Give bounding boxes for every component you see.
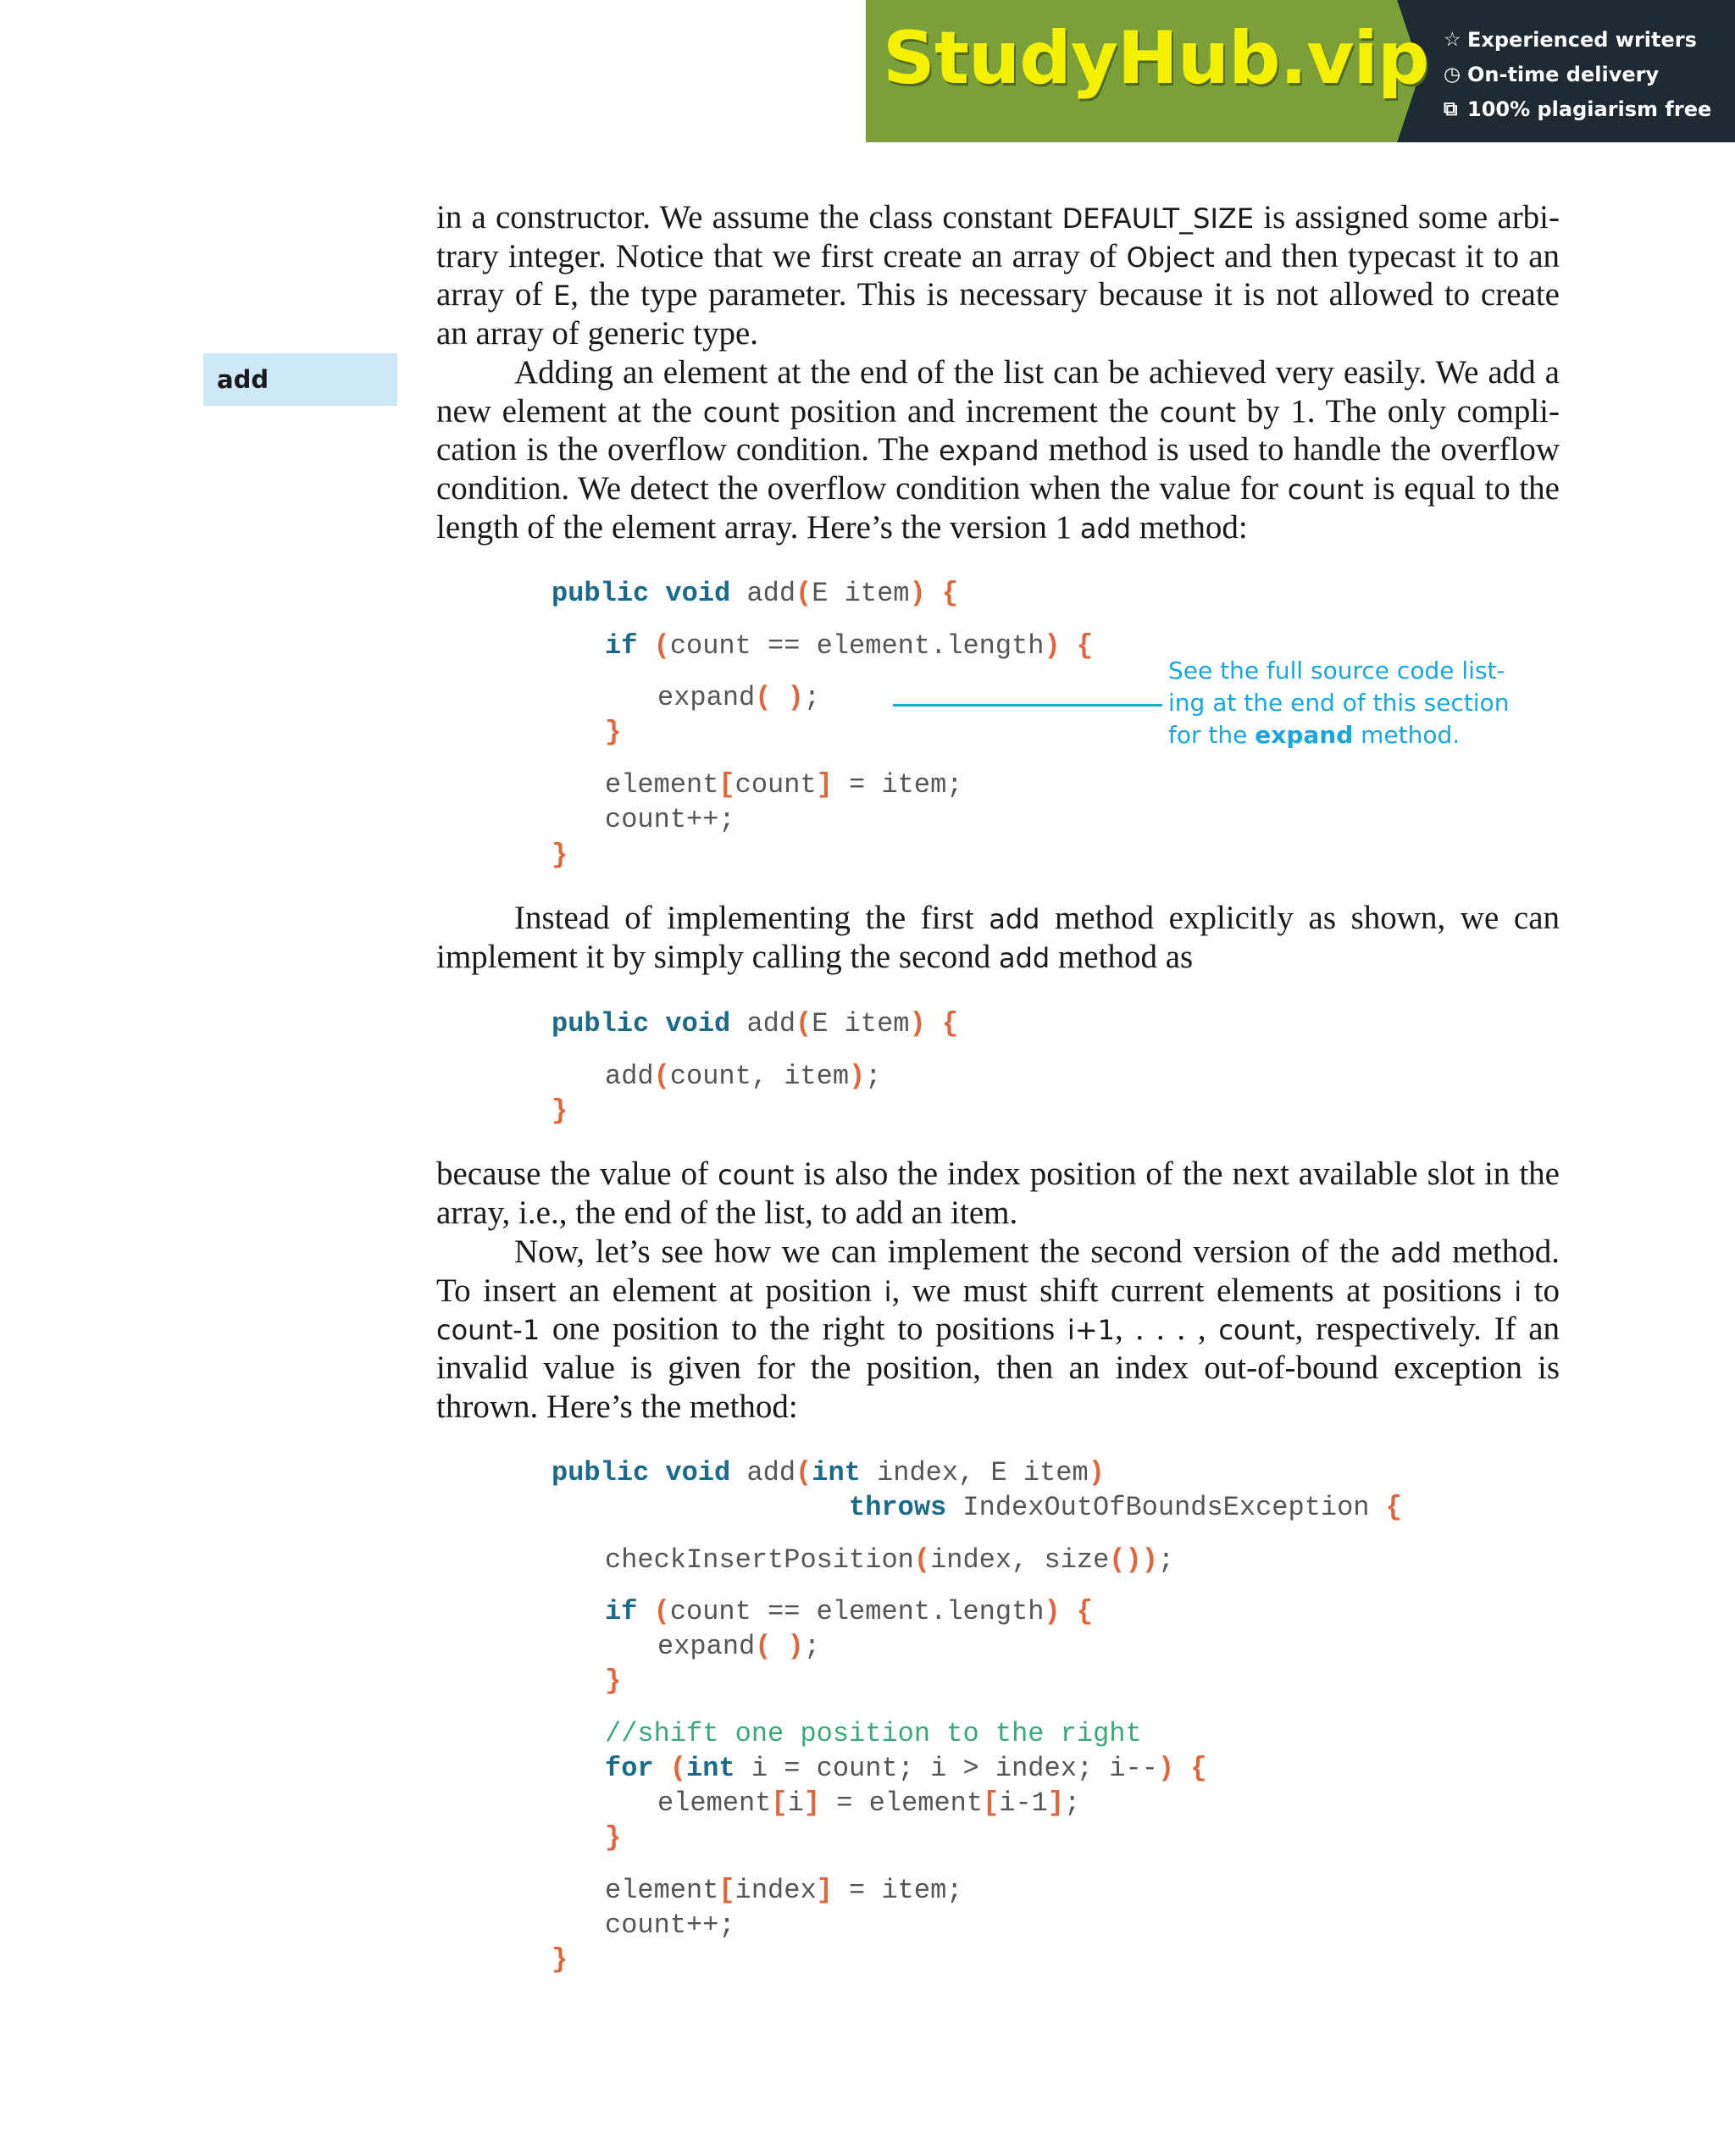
feature-plagiarism-free [1444, 91, 1711, 126]
text-line: array, i.e., the end of the list, to add an item. [436, 1194, 1018, 1231]
paragraph-instead [436, 899, 1560, 976]
code-line: } [605, 1822, 622, 1854]
code-line: add(count, item); [605, 1061, 882, 1092]
code-line: throws IndexOutOfBoundsException { [849, 1492, 1402, 1523]
code-block-add-delegate [552, 1006, 959, 1132]
code-line: } [552, 840, 568, 871]
text-line: invalid value is given for the position, then an index out-of-bound exception is [436, 1350, 1560, 1387]
code-line: public void add(int index, E item) [552, 1457, 1105, 1488]
code-line: element[i] = element[i-1]; [657, 1787, 1081, 1819]
paragraph-adding-element [436, 353, 1560, 546]
studyhub-banner[interactable] [866, 0, 1735, 142]
paragraph-because [436, 1155, 1560, 1232]
clock-icon: ◷ [1444, 63, 1461, 86]
text-line: cation is the overflow condition. The expand method is used to handle the overflow [436, 431, 1560, 468]
code-line: expand( ); [657, 1631, 821, 1662]
feature-experienced-writers [1444, 22, 1711, 57]
code-line: if (count == element.length) { [605, 630, 1094, 662]
code-block-add-v1 [552, 576, 1094, 871]
text-line: Instead of implementing the first add method explicitly as shown, we can [514, 900, 1560, 936]
paragraph-constructor [436, 198, 1560, 353]
code-line: public void add(E item) { [552, 1008, 959, 1039]
code-line: count++; [605, 1909, 735, 1941]
text-line: condition. We detect the overflow condition when the value for count is equal to the [436, 470, 1560, 507]
star-icon: ☆ [1444, 28, 1461, 51]
feature-on-time-delivery [1444, 57, 1711, 91]
code-line: } [605, 717, 622, 748]
margin-label [203, 353, 397, 406]
code-line: element[count] = item; [605, 769, 963, 801]
code-line: element[index] = item; [605, 1875, 963, 1906]
code-line: } [605, 1665, 622, 1697]
brand-logo: StudyHub.vip [883, 16, 1429, 101]
feature-text: On-time delivery [1467, 62, 1660, 86]
copy-icon: ⧉ [1444, 97, 1458, 120]
text-line: To insert an element at position i, we must shift current elements at positions i to [436, 1272, 1560, 1309]
text-line: because the value of count is also the index position of the next available slot in the [436, 1156, 1560, 1192]
text-line: in a constructor. We assume the class constant DEFAULT_SIZE is assigned some arbi- [436, 199, 1560, 236]
code-block-add-index [552, 1455, 1402, 1976]
text-line: an array of generic type. [436, 315, 759, 352]
banner-features [1444, 22, 1711, 126]
feature-text: 100% plagiarism free [1467, 97, 1712, 121]
code-comment: //shift one position to the right [605, 1718, 1142, 1749]
code-line: count++; [605, 804, 735, 835]
margin-label-text: add [217, 365, 269, 394]
code-line: public void add(E item) { [552, 578, 959, 609]
text-line: array of E, the type parameter. This is necessary because it is not allowed to create [436, 276, 1560, 313]
text-line: new element at the count position and increment the count by 1. The only compli- [436, 392, 1560, 430]
annotation-leader-line [893, 704, 1162, 707]
code-line: checkInsertPosition(index, size()); [605, 1544, 1175, 1576]
text-line: Now, let’s see how we can implement the second version of the add method. [514, 1233, 1560, 1270]
code-line: expand( ); [657, 682, 821, 713]
text-line: implement it by simply calling the second add method as [436, 938, 1194, 975]
code-line: } [552, 1095, 568, 1127]
text-line: length of the element array. Here’s the version 1 add method: [436, 508, 1248, 546]
text-line: Adding an element at the end of the list can be achieved very easily. We add a [514, 354, 1560, 391]
text-line: trary integer. Notice that we first create an array of Object and then typecast it to an [436, 237, 1560, 274]
feature-text: Experienced writers [1467, 27, 1697, 52]
code-line: } [552, 1944, 568, 1976]
code-line: if (count == element.length) { [605, 1596, 1094, 1627]
text-line: count-1 one position to the right to positions i+1, . . . , count, respectively. If an [436, 1311, 1560, 1348]
annotation-note: See the full source code list- ing at the end of this section for the expand method. [1168, 657, 1510, 749]
text-line: thrown. Here’s the method: [436, 1388, 798, 1425]
code-line: for (int i = count; i > index; i--) { [605, 1753, 1207, 1784]
paragraph-now [436, 1233, 1560, 1426]
